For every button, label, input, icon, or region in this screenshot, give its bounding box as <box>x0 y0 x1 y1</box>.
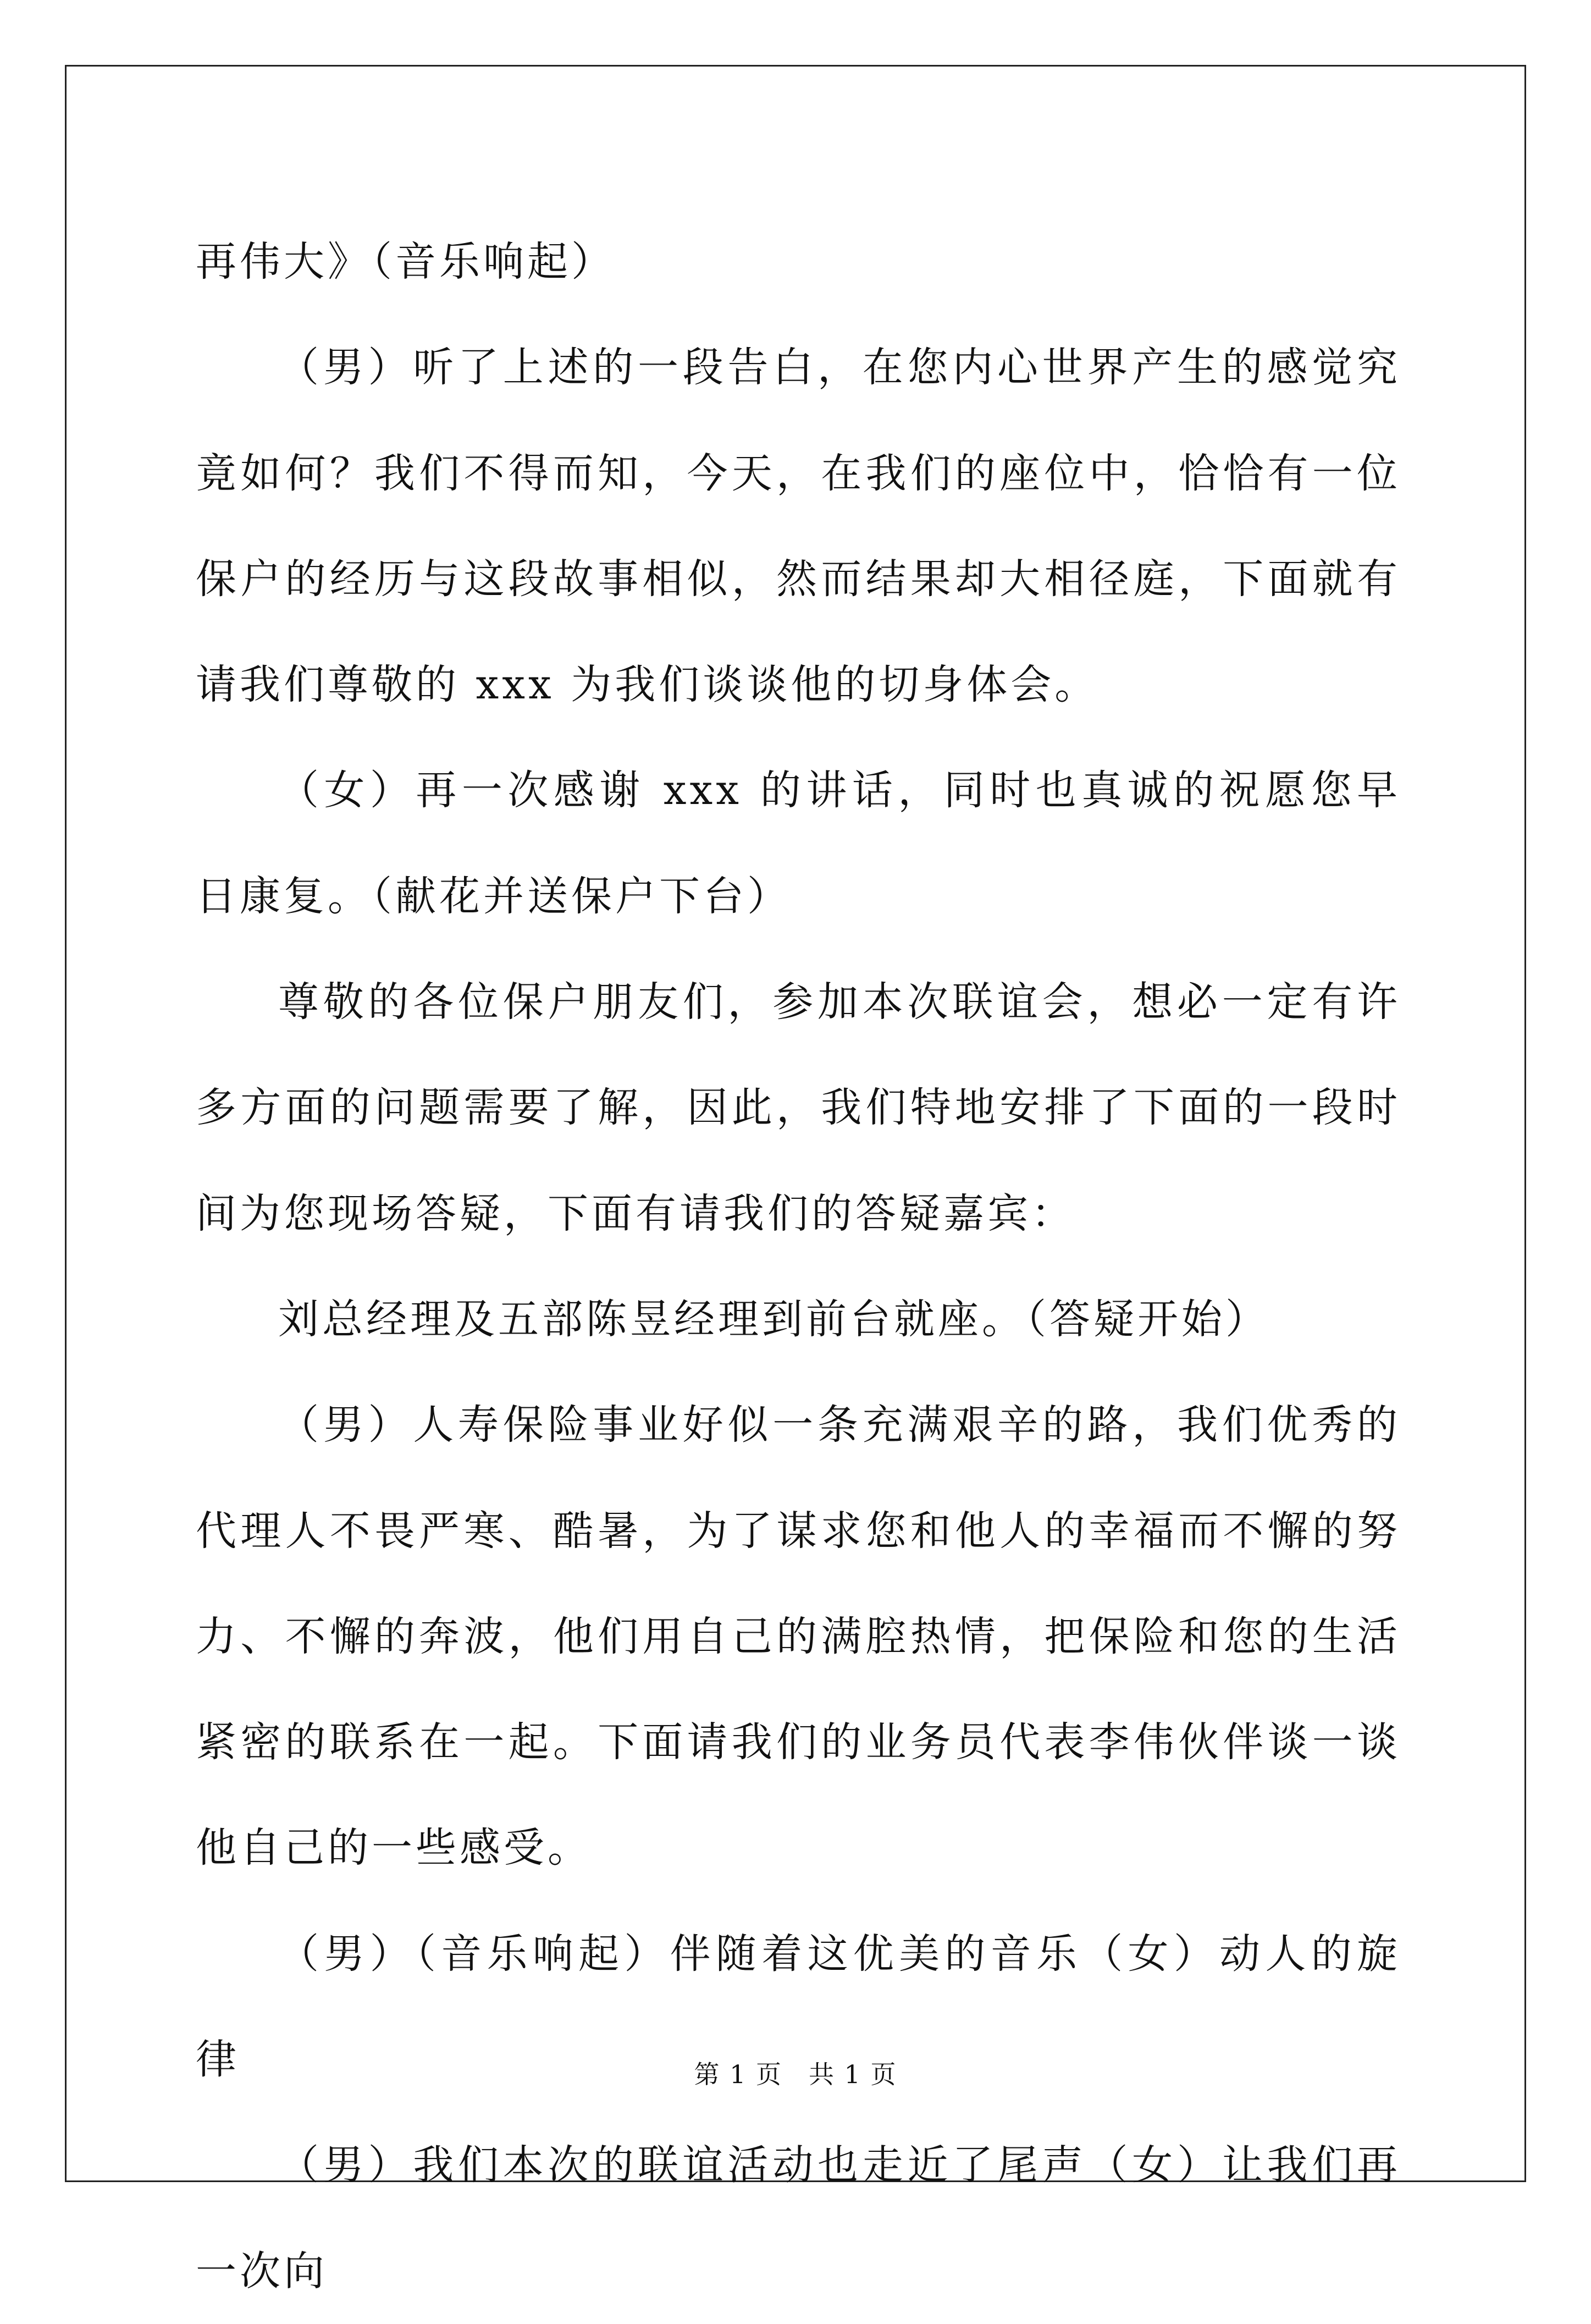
paragraph-6: （男）人寿保险事业好似一条充满艰辛的路，我们优秀的代理人不畏严寒、酷暑，为了谋求您和他人的幸福而不懈的努力、不懈的奔波，他们用自己的满腔热情，把保险和您的生活紧密的联系在一起。下面请我们的业务员代表李伟伙伴谈一谈他自己的一些感受。 <box>196 1401 1401 1872</box>
page-number-footer: 第 1 页 共 1 页 <box>694 2059 897 2089</box>
paragraph-2: （男）听了上述的一段告白，在您内心世界产生的感觉究竟如何？我们不得而知，今天，在我们的座位中，恰恰有一位保户的经历与这段故事相似，然而结果却大相径庭，下面就有请我们尊敬的 xxx 为我们谈谈他的切身体会。 <box>196 344 1401 709</box>
paragraph-3: （女）再一次感谢 xxx 的讲话，同时也真诚的祝愿您早日康复。（献花并送保户下台） <box>196 767 1401 920</box>
paragraph-5: 刘总经理及五部陈昱经理到前台就座。（答疑开始） <box>278 1295 1269 1343</box>
paragraph-1: 再伟大》（音乐响起） <box>196 238 615 285</box>
document-body <box>196 209 1401 2324</box>
paragraph-4: 尊敬的各位保户朋友们，参加本次联谊会，想必一定有许多方面的问题需要了解，因此，我们特地安排了下面的一段时间为您现场答疑，下面有请我们的答疑嘉宾： <box>196 978 1401 1237</box>
paragraph-7: （男）（音乐响起）伴随着这优美的音乐（女）动人的旋律 <box>196 1930 1401 2084</box>
paragraph-8: （男）我们本次的联谊活动也走近了尾声（女）让我们再一次向 <box>196 2141 1401 2295</box>
